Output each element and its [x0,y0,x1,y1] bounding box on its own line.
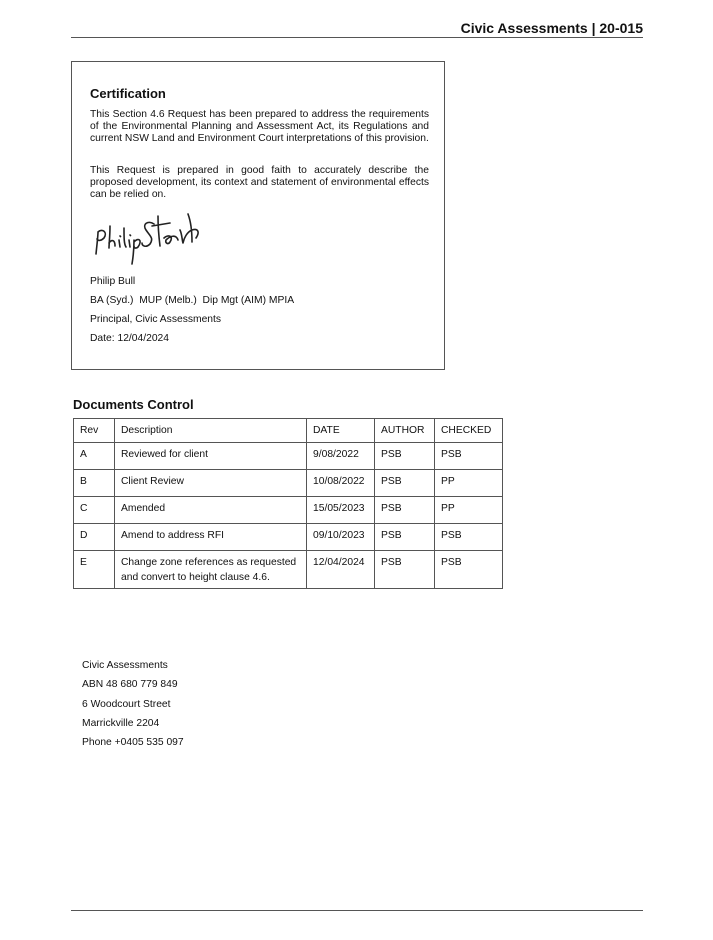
table-cell: 10/08/2022 [307,470,375,497]
certification-box [71,61,445,370]
documents-control-heading: Documents Control [73,397,194,412]
table-cell: PSB [375,470,435,497]
table-row [74,524,503,551]
table-cell: PSB [435,551,503,589]
table-cell: Amended [115,497,307,524]
table-cell: PSB [375,443,435,470]
table-row [74,497,503,524]
column-header: CHECKED [435,419,503,443]
contact-suburb: Marrickville 2204 [82,717,160,729]
table-cell: C [74,497,115,524]
table-cell: Change zone references as requested and convert to height clause 4.6. [115,551,307,589]
table-row [74,443,503,470]
column-header: DATE [307,419,375,443]
signature-image [88,210,208,268]
contact-block [82,656,184,752]
table-cell: 09/10/2023 [307,524,375,551]
contact-street: 6 Woodcourt Street [82,698,171,710]
page-header-title: Civic Assessments | 20-015 [460,20,643,36]
table-cell: Reviewed for client [115,443,307,470]
table-cell: PP [435,497,503,524]
table-cell: PSB [375,524,435,551]
table-cell: PP [435,470,503,497]
table-row [74,470,503,497]
certification-date: Date: 12/04/2024 [90,333,170,344]
contact-phone: Phone +0405 535 097 [82,737,184,749]
column-header: AUTHOR [375,419,435,443]
table-cell: PSB [435,524,503,551]
table-cell: E [74,551,115,589]
signer-role: Principal, Civic Assessments [90,314,222,325]
contact-abn: ABN 48 680 779 849 [82,679,178,691]
table-cell: B [74,470,115,497]
table-cell: 15/05/2023 [307,497,375,524]
documents-control-table [73,418,503,589]
table-cell: Amend to address RFI [115,524,307,551]
table-cell: Client Review [115,470,307,497]
contact-company: Civic Assessments [82,660,168,671]
column-header: Rev [74,419,115,443]
certification-paragraph-2: This Request is prepared in good faith to accurately describe the proposed development, its context and statement of environmental effects can be relied on. [90,165,429,201]
table-cell: A [74,443,115,470]
header-divider [71,37,643,38]
signer-qualifications: BA (Syd.) MUP (Melb.) Dip Mgt (AIM) MPIA [90,295,295,306]
table-cell: PSB [375,551,435,589]
certification-heading: Certification [90,86,166,101]
table-row [74,551,503,589]
table-cell: PSB [375,497,435,524]
column-header: Description [115,419,307,443]
table-header-row [74,419,503,443]
signer-name: Philip Bull [90,276,136,287]
certification-paragraph-1: This Section 4.6 Request has been prepared to address the requirements of the Environmental Planning and Assessment Act, its Regulations and current NSW Land and Environment Court interpretations of this provision. [90,109,429,145]
table-cell: D [74,524,115,551]
footer-divider [71,910,643,911]
table-cell: PSB [435,443,503,470]
table-cell: 9/08/2022 [307,443,375,470]
table-cell: 12/04/2024 [307,551,375,589]
